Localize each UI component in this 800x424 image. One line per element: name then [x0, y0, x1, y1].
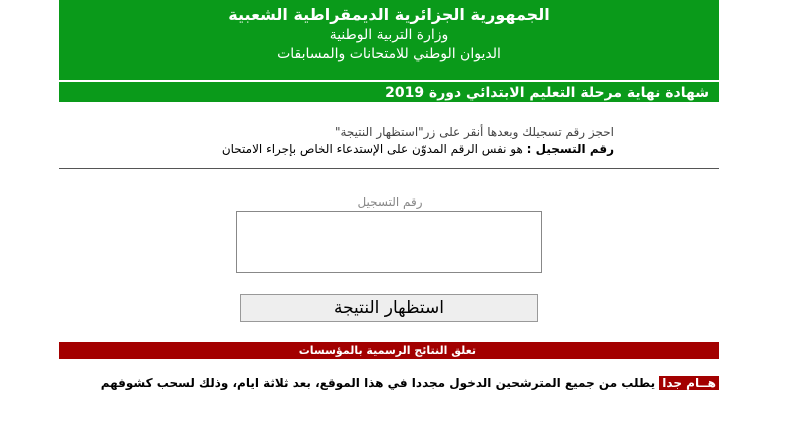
divider [59, 168, 719, 169]
notice-text: يطلب من جميع المترشحين الدخول مجددا في هذا الموقع، بعد ثلاثة ايام، وذلك لسحب كشوفهم [100, 376, 656, 390]
registration-field-label: رقم التسجيل [357, 195, 423, 209]
ministry-title: وزارة التربية الوطنية [329, 27, 449, 43]
republic-title: الجمهورية الجزائرية الديمقراطية الشعبية [228, 5, 550, 24]
registration-label: رقم التسجيل : [526, 142, 614, 156]
exam-title-bar: شهادة نهاية مرحلة التعليم الابتدائي دورة 2019 [59, 80, 719, 102]
registration-note [59, 142, 719, 156]
instruction-text: احجز رقم تسجيلك وبعدها أنقر على زر"استظهار النتيجة" [334, 125, 614, 139]
registration-description: هو نفس الرقم المدوّن على الإستدعاء الخاص بإجراء الامتحان [221, 142, 523, 156]
important-notice [59, 376, 719, 390]
official-results-banner: تعلق النتائج الرسمية بالمؤسسات [59, 342, 719, 359]
show-result-button[interactable]: استظهار النتيجة [240, 294, 538, 322]
registration-number-input[interactable] [236, 211, 542, 273]
office-title: الديوان الوطني للامتحانات والمسابقات [277, 46, 501, 62]
site-header [59, 0, 719, 80]
important-badge: هــام جدا [659, 376, 719, 390]
